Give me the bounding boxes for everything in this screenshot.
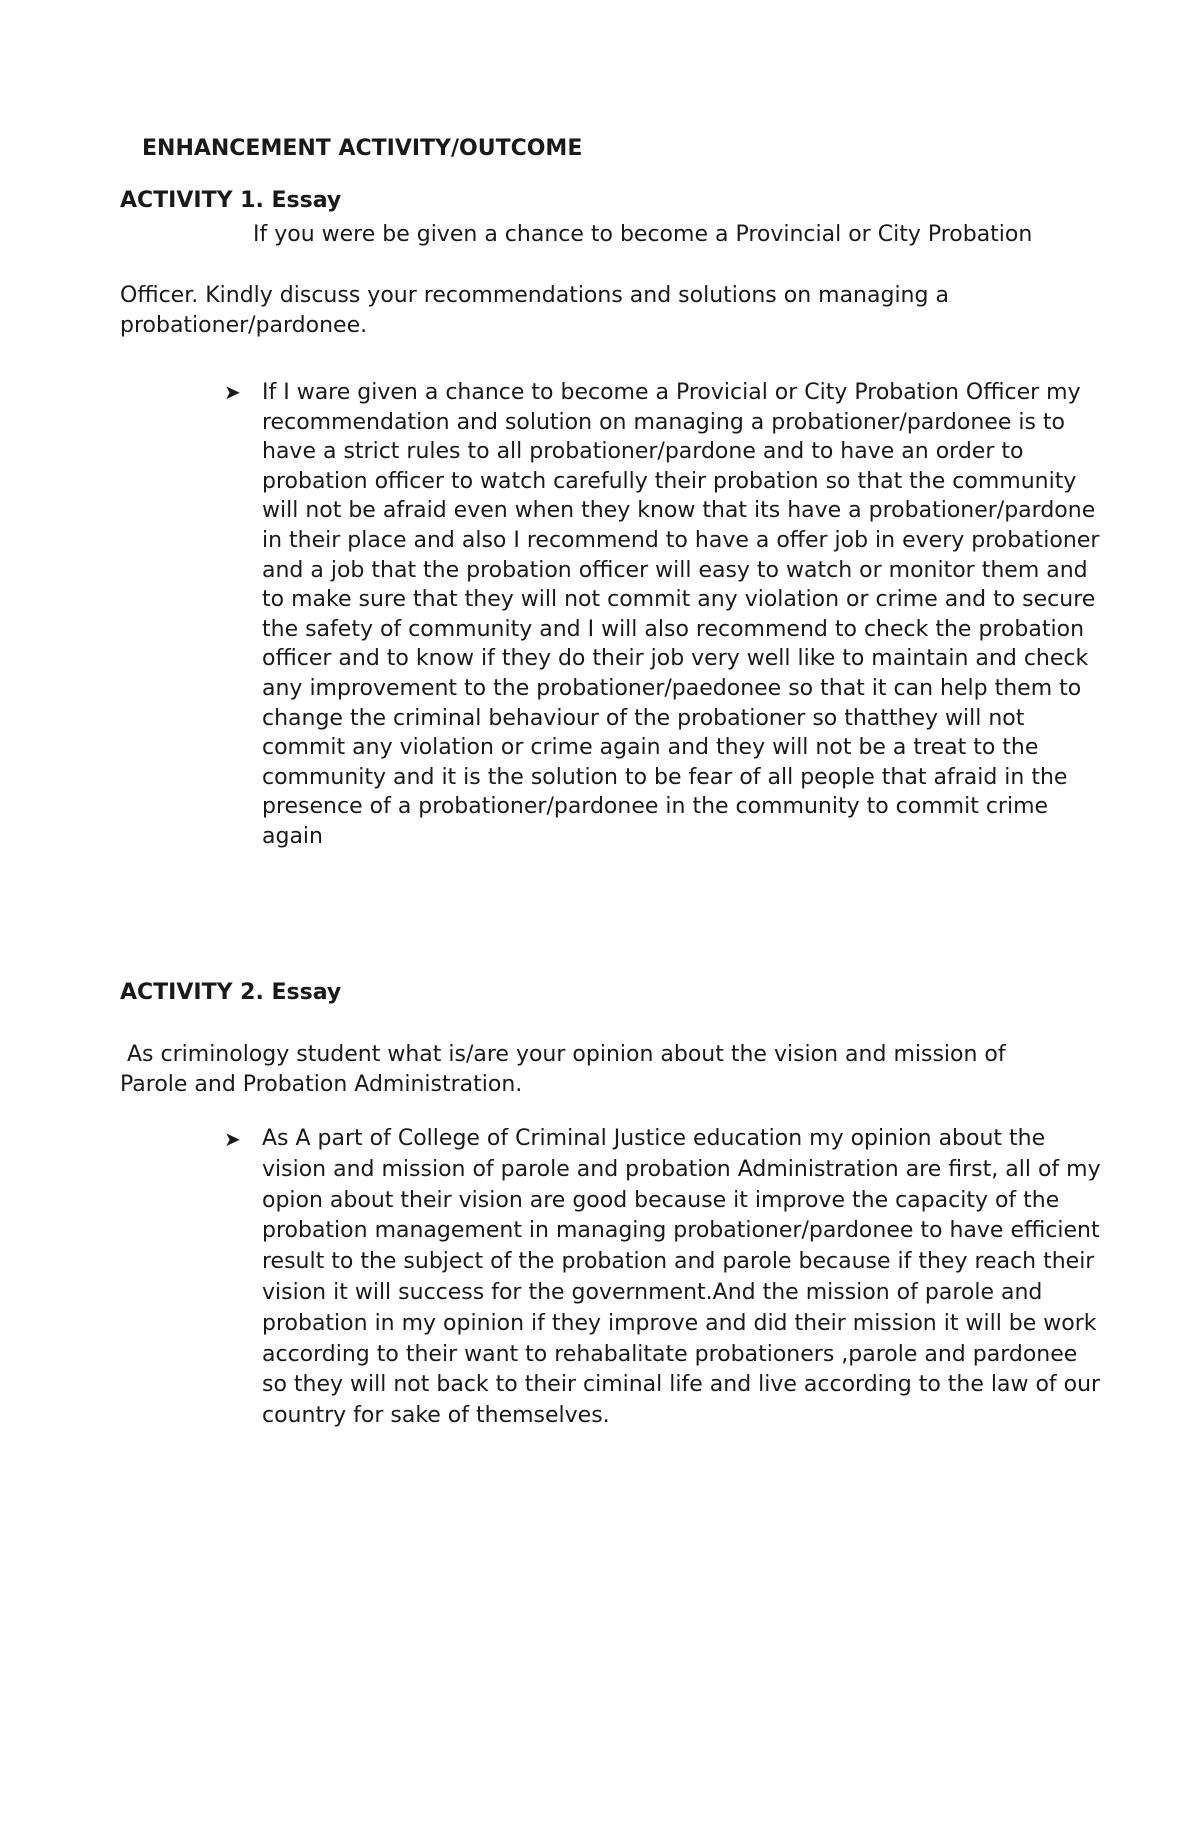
activity-2-answer-list (224, 1124, 1104, 1432)
activity-1-answer-text: If I ware given a chance to become a Provicial or City Probation Officer my recommendation and solution on managing a probationer/pardonee is to have a strict rules to all probationer/pardone and to have an order to probation officer to watch carefully their probation so that the community will not be afraid even when they know that its have a probationer/pardone in their place and also I recommend to have a offer job in every probationer and a job that the probation officer will easy to watch or monitor them and to make sure that they will not commit any violation or crime and to secure the safety of community and I will also recommend to check the probation officer and to know if they do their job very well like to maintain and check any improvement to the probationer/paedonee so that it can help them to change the criminal behaviour of the probationer so thatthey will not commit any violation or crime again and they will not be a treat to the community and it is the solution to be fear of all people that afraid in the presence of a probationer/pardonee in the community to commit crime again (262, 380, 1100, 849)
activity-1-answer-list (224, 378, 1104, 852)
arrowhead-bullet-icon: ➤ (224, 1127, 241, 1151)
activity-2-answer (224, 1124, 1104, 1432)
activity-1-prompt (120, 220, 1080, 341)
activity-2-answer-text: As A part of College of Criminal Justice education my opinion about the vision and mission of parole and probation Administration are first, all of my opion about their vision are good because it improve the capacity of the probation management in managing probationer/pardonee to have efficient result to the subject of the probation and parole because if they reach their vision it will success for the government.And the mission of parole and probation in my opinion if they improve and did their mission it will be work according to their want to rehabalitate probationers ,parole and pardonee so they will not back to their ciminal life and live according to the law of our country for sake of themselves. (262, 1126, 1101, 1429)
activity-1-heading: ACTIVITY 1. Essay (120, 188, 342, 213)
activity-1-answer (224, 378, 1104, 852)
arrowhead-bullet-icon: ➤ (224, 380, 241, 404)
activity-1-prompt-line-1: If you were be given a chance to become a Provincial or City Probation (253, 222, 1033, 247)
activity-2-heading: ACTIVITY 2. Essay (120, 980, 342, 1005)
activity-2-prompt: As criminology student what is/are your opinion about the vision and mission of Parole and Probation Administration. (120, 1042, 1013, 1097)
activity-1-prompt-rest: Officer. Kindly discuss your recommendations and solutions on managing a probationer/pardonee. (120, 283, 949, 338)
document-title: ENHANCEMENT ACTIVITY/OUTCOME (142, 136, 583, 161)
